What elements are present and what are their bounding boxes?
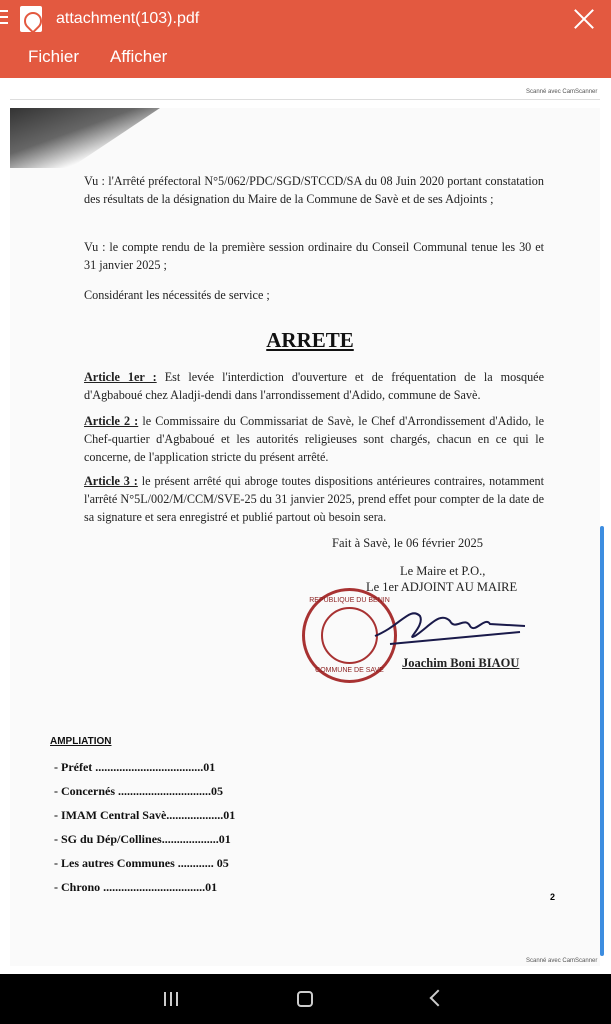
scan-shadow (10, 108, 160, 168)
system-nav-bar (0, 974, 611, 1024)
article-3-label: Article 3 : (84, 474, 138, 488)
app-bar (0, 0, 611, 78)
vu-paragraph-1: Vu : l'Arrêté préfectoral N°5/062/PDC/SGD/STCCD/SA du 08 Juin 2020 portant constatation des résultats de la désignation du Maire de la Commune de Savè et de ses Adjoints ; (84, 174, 544, 206)
article-3-text: le présent arrêté qui abroge toutes dispositions antérieures contraires, notamment l'arrêté N°5L/002/M/CCM/SVE-25 du 31 janvier 2025, prend effet pour compter de la date de sa signature et sera enregistré et publié partout où besoin sera. (84, 474, 544, 524)
menu-fichier[interactable]: Fichier (28, 47, 80, 66)
article-2-text: le Commissaire du Commissariat de Savè, le Chef d'Arrondissement d'Adido, le Chef-quartier d'Agbaboué et les autorités religieuses sont chargés, chacun en ce qui le concerne, de l'application stricte du présent arrêté. (84, 414, 544, 464)
close-icon[interactable] (571, 6, 597, 32)
ampliation-item: - Préfet ....................................01 (54, 760, 216, 774)
ampliation-item: - Concernés ...............................05 (54, 784, 223, 798)
article-2-label: Article 2 : (84, 414, 139, 428)
arrete-heading: ARRETE (266, 328, 354, 352)
document-title: attachment(103).pdf (56, 10, 200, 27)
pdf-page[interactable] (10, 108, 600, 966)
ampliation-item: - IMAM Central Savè...................01 (54, 808, 236, 822)
ampliation-item: - Chrono ..................................01 (54, 880, 218, 894)
previous-page-strip (10, 78, 600, 100)
signer-name: Joachim Boni BIAOU (402, 656, 520, 670)
stamp-text-bottom: COMMUNE DE SAVE (315, 667, 384, 674)
ampliation-item: - Les autres Communes ............ 05 (54, 856, 229, 870)
article-2 (84, 412, 544, 466)
vu-paragraph-2: Vu : le compte rendu de la première session ordinaire du Conseil Communal tenue les 30 et 31 janvier 2025 ; (84, 240, 544, 272)
menu-afficher[interactable]: Afficher (110, 47, 168, 66)
article-1-label: Article 1er : (84, 370, 157, 384)
scrollbar[interactable] (600, 526, 604, 956)
page-number: 2 (550, 892, 556, 902)
signer-line-1: Le Maire et P.O., (400, 564, 486, 578)
home-icon[interactable] (297, 991, 313, 1007)
recent-apps-icon[interactable] (164, 992, 180, 1006)
pdf-icon (20, 6, 42, 32)
ampliation-item: - SG du Dép/Collines...................01 (54, 832, 231, 846)
scan-watermark-bottom: Scanné avec CamScanner (526, 958, 598, 964)
considerant-paragraph: Considérant les nécessités de service ; (84, 288, 270, 302)
article-1 (84, 368, 544, 404)
back-icon[interactable] (430, 990, 447, 1007)
date-line: Fait à Savè, le 06 février 2025 (332, 536, 483, 550)
article-3 (84, 472, 544, 526)
article-1-text: Est levée l'interdiction d'ouverture et de fréquentation de la mosquée d'Agbaboué chez Aladji-dendi dans l'arrondissement d'Adido, commune de Savè. (84, 370, 544, 402)
handwritten-signature (370, 596, 530, 656)
hamburger-icon[interactable] (0, 6, 10, 32)
scan-watermark: Scanné avec CamScanner (526, 89, 598, 95)
stamp-text-top: REPUBLIQUE DU BENIN (309, 597, 390, 604)
ampliation-title: AMPLIATION (50, 736, 112, 747)
signer-line-2: Le 1er ADJOINT AU MAIRE (366, 580, 518, 594)
